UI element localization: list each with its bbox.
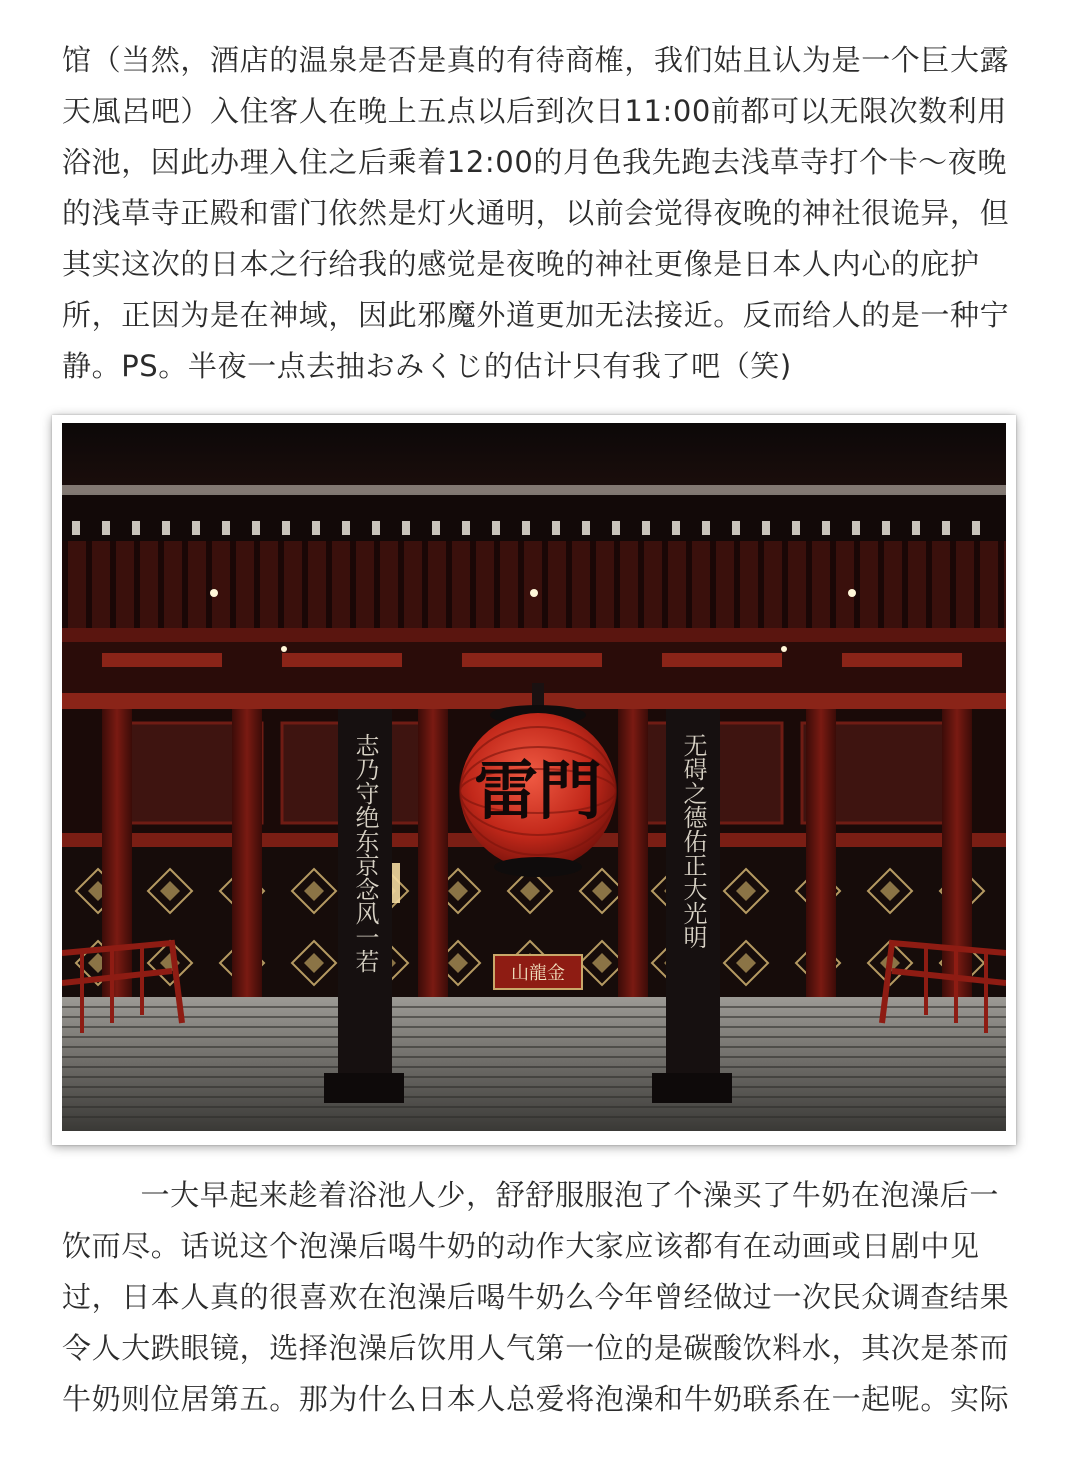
text-line: 浴池，因此办理入住之后乘着12:00的月色我先跑去浅草寺打个卡～夜晚 (62, 145, 1007, 179)
text-line: 馆（当然，酒店的温泉是否是真的有待商榷，我们姑且认为是一个巨大露 (62, 43, 1010, 77)
photo-frame (52, 415, 1016, 1145)
text-line: 饮而尽。话说这个泡澡后喝牛奶的动作大家应该都有在动画或日剧中见 (62, 1229, 980, 1263)
text-line: 的浅草寺正殿和雷门依然是灯火通明，以前会觉得夜晚的神社很诡异，但 (62, 196, 1010, 230)
plaque-text: 山龍金 (511, 963, 565, 984)
text-line: 一大早起来趁着浴池人少，舒舒服服泡了个澡买了牛奶在泡澡后一 (62, 1178, 999, 1212)
temple-gate-photo (62, 423, 1006, 1131)
text-line: 其实这次的日本之行给我的感觉是夜晚的神社更像是日本人内心的庇护 (62, 247, 980, 281)
text-line: 静。PS。半夜一点去抽おみくじ的估计只有我了吧（笑) (62, 349, 792, 383)
text-line: 天風呂吧）入住客人在晚上五点以后到次日11:00前都可以无限次数利用 (62, 94, 1007, 128)
right-pillar-text: 无碍之德佑正大光明 (679, 733, 707, 949)
text-line: 牛奶则位居第五。那为什么日本人总爱将泡澡和牛奶联系在一起呢。实际 (62, 1382, 1010, 1416)
article-paragraph-bottom (62, 1170, 1012, 1425)
left-pillar-text: 志乃守绝东京念风一若 (351, 733, 379, 973)
text-line: 所，正因为是在神域，因此邪魔外道更加无法接近。反而给人的是一种宁 (62, 298, 1010, 332)
text-line: 令人大跌眼镜，选择泡澡后饮用人气第一位的是碳酸饮料水，其次是茶而 (62, 1331, 1010, 1365)
lantern-characters: 雷門 (474, 755, 602, 829)
text-line: 过，日本人真的很喜欢在泡澡后喝牛奶么今年曾经做过一次民众调查结果 (62, 1280, 1010, 1314)
article-paragraph-top (62, 35, 1012, 392)
